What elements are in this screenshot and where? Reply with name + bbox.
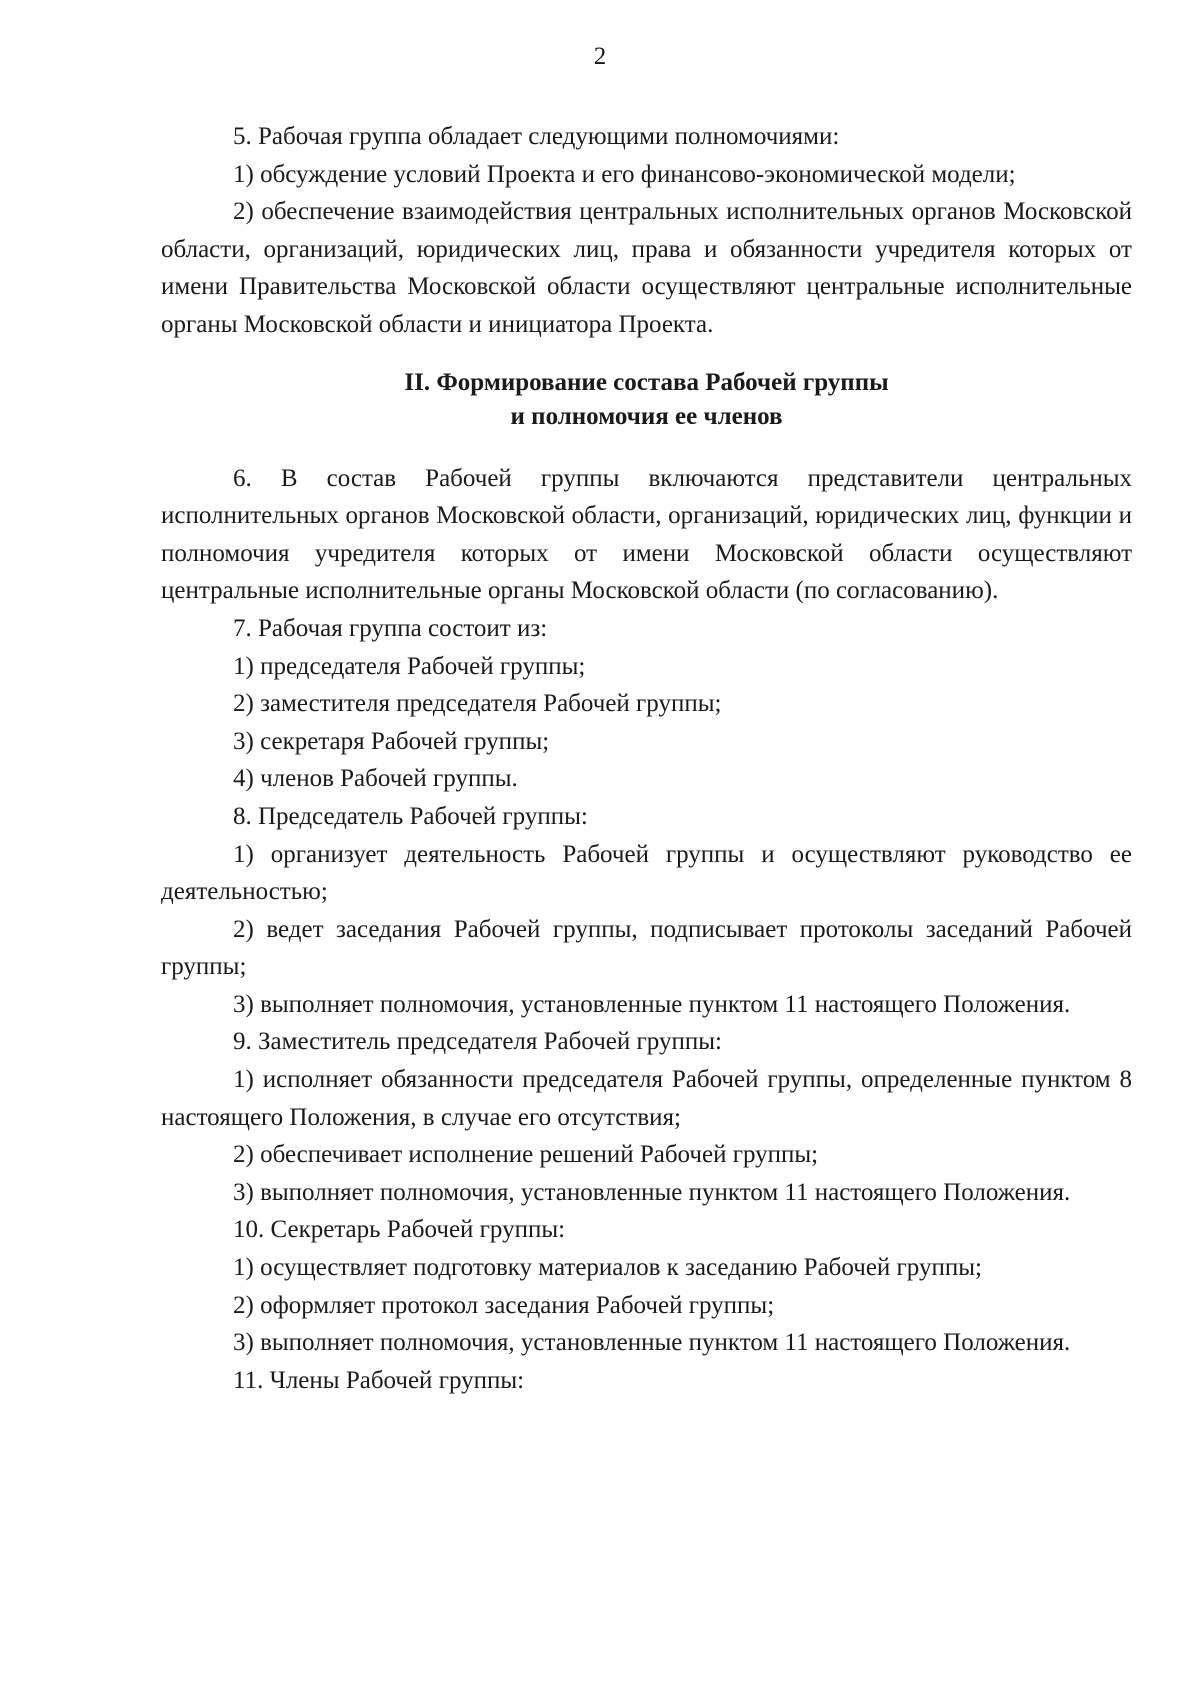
paragraph-8-item-2: 2) ведет заседания Рабочей группы, подписывает протоколы заседаний Рабочей группы; [161, 915, 1132, 981]
paragraph-9-item-1: 1) исполняет обязанности председателя Рабочей группы, определенные пунктом 8 настоящего Положения, в случае его отсутствия; [161, 1066, 1132, 1131]
section-heading-line-2: и полномочия ее членов [510, 402, 783, 430]
paragraph-5-item-1: 1) обсуждение условий Проекта и его финансово-экономической модели; [233, 160, 1016, 188]
paragraph-5: 5. Рабочая группа обладает следующими полномочиями: [233, 123, 840, 150]
paragraph-7-item-4: 4) членов Рабочей группы. [233, 765, 518, 793]
paragraph-8-item-3: 3) выполняет полномочия, установленные пунктом 11 настоящего Положения. [233, 990, 1071, 1018]
paragraph-10-item-3: 3) выполняет полномочия, установленные пунктом 11 настоящего Положения. [233, 1329, 1071, 1357]
paragraph-6: 6. В состав Рабочей группы включаются представители центральных исполнительных органов Московской области, организаций, юридических лиц, функции и полномочия учредителя которых от имени Московской области осуществляют центральные исполнительные органы Московской области (по согласованию). [161, 464, 1132, 605]
paragraph-7-item-3: 3) секретаря Рабочей группы; [233, 727, 550, 755]
paragraph-10: 10. Секретарь Рабочей группы: [233, 1216, 566, 1244]
page-number: 2 [593, 43, 607, 70]
paragraph-9-item-3: 3) выполняет полномочия, установленные пунктом 11 настоящего Положения. [233, 1178, 1071, 1206]
paragraph-11: 11. Члены Рабочей группы: [233, 1366, 525, 1394]
spacer [161, 344, 1132, 366]
paragraph-7: 7. Рабочая группа состоит из: [233, 614, 548, 642]
spacer [161, 434, 1132, 460]
paragraph-8: 8. Председатель Рабочей группы: [233, 802, 588, 830]
paragraph-8-item-1: 1) организует деятельность Рабочей группы и осуществляют руководство ее деятельностью; [161, 840, 1132, 906]
document-body [161, 118, 1132, 1399]
paragraph-10-item-1: 1) осуществляет подготовку материалов к заседанию Рабочей группы; [233, 1254, 982, 1282]
paragraph-9: 9. Заместитель председателя Рабочей группы: [233, 1028, 722, 1056]
paragraph-7-item-1: 1) председателя Рабочей группы; [233, 652, 586, 680]
paragraph-5-item-2: 2) обеспечение взаимодействия центральных исполнительных органов Московской области, организаций, юридических лиц, права и обязанности учредителя которых от имени Правительства Московской области осуществляют центральные исполнительные органы Московской области и инициатора Проекта. [161, 198, 1132, 338]
paragraph-9-item-2: 2) обеспечивает исполнение решений Рабочей группы; [233, 1141, 819, 1169]
paragraph-10-item-2: 2) оформляет протокол заседания Рабочей группы; [233, 1291, 775, 1319]
paragraph-7-item-2: 2) заместителя председателя Рабочей группы; [233, 690, 722, 718]
section-heading-line-1: II. Формирование состава Рабочей группы [404, 368, 889, 396]
